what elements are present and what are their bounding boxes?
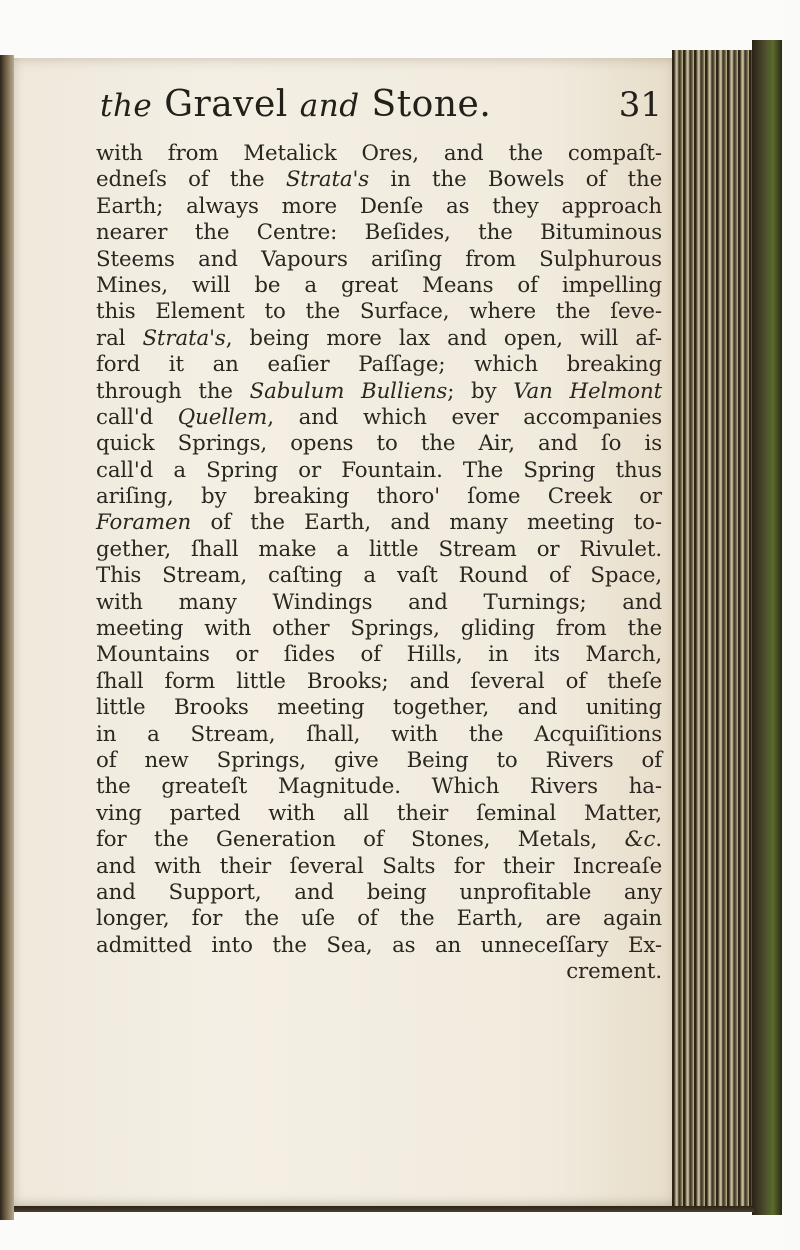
text-line: crement. (566, 959, 662, 985)
text-line: ving parted with all their ſeminal Matter, (96, 800, 663, 826)
binding-shadow (0, 55, 14, 1220)
book-cover-edge (752, 40, 782, 1215)
text-line: This Stream, caſting a vaſt Round of Space, (96, 563, 663, 589)
text-line: ſhall form little Brooks; and ſeveral of theſe (96, 668, 663, 694)
running-head-stone: Stone. (371, 84, 492, 125)
text-line: call'd Quellem, and which ever accompanies (96, 404, 663, 430)
text-line: nearer the Centre: Beſides, the Bituminous (96, 220, 663, 246)
text-line: edneſs of the Strata's in the Bowels of the (96, 167, 663, 193)
text-line: call'd a Spring or Fountain. The Spring thus (96, 457, 662, 483)
text-line: with many Windings and Turnings; and (96, 589, 663, 615)
text-line: Mountains or ſides of Hills, in its March, (96, 642, 662, 668)
text-line: the greateſt Magnitude. Which Rivers ha- (96, 774, 662, 800)
page-number: 31 (618, 85, 662, 125)
running-head-gravel: Gravel (164, 84, 288, 125)
text-line: and Support, and being unprofitable any (96, 879, 663, 905)
text-line: admitted into the Sea, as an unneceſſary Ex- (96, 932, 663, 958)
text-line: little Brooks meeting together, and uniting (96, 695, 663, 721)
text-line: ford it an eaſier Paſſage; which breaking (96, 352, 662, 378)
text-line: and with their ſeveral Salts for their Increaſe (96, 853, 663, 879)
text-line: this Element to the Surface, where the ſeve- (96, 299, 663, 325)
page-bottom-edge (14, 1206, 754, 1212)
page-header (100, 84, 660, 134)
running-head-and: and (299, 88, 360, 124)
running-head-the: the (100, 88, 153, 124)
text-line: meeting with other Springs, gliding from the (96, 616, 663, 642)
text-line: ral Strata's, being more lax and open, will af- (96, 325, 663, 351)
running-head (100, 84, 491, 125)
body-text (96, 141, 662, 986)
text-line: with from Metalick Ores, and the compaſt- (96, 141, 662, 166)
text-line: ariſing, by breaking thoro' ſome Creek or (96, 484, 662, 510)
text-line: gether, ſhall make a little Stream or Rivulet. (96, 536, 663, 562)
text-line: Mines, will be a great Means of impelling (96, 272, 663, 298)
text-line: of new Springs, give Being to Rivers of (96, 747, 662, 773)
text-line: in a Stream, ſhall, with the Acquiſitions (96, 721, 663, 747)
text-line: for the Generation of Stones, Metals, &c. (96, 827, 662, 853)
text-line: through the Sabulum Bulliens; by Van Helmont (96, 378, 663, 404)
scan-background (782, 0, 800, 1250)
text-line: Steems and Vapours ariſing from Sulphurous (96, 246, 663, 272)
text-line: longer, for the uſe of the Earth, are again (96, 906, 663, 932)
text-line: quick Springs, opens to the Air, and ſo is (96, 431, 663, 457)
text-line: Foramen of the Earth, and many meeting to- (96, 510, 662, 536)
text-line: Earth; always more Denſe as they approach (96, 193, 663, 219)
